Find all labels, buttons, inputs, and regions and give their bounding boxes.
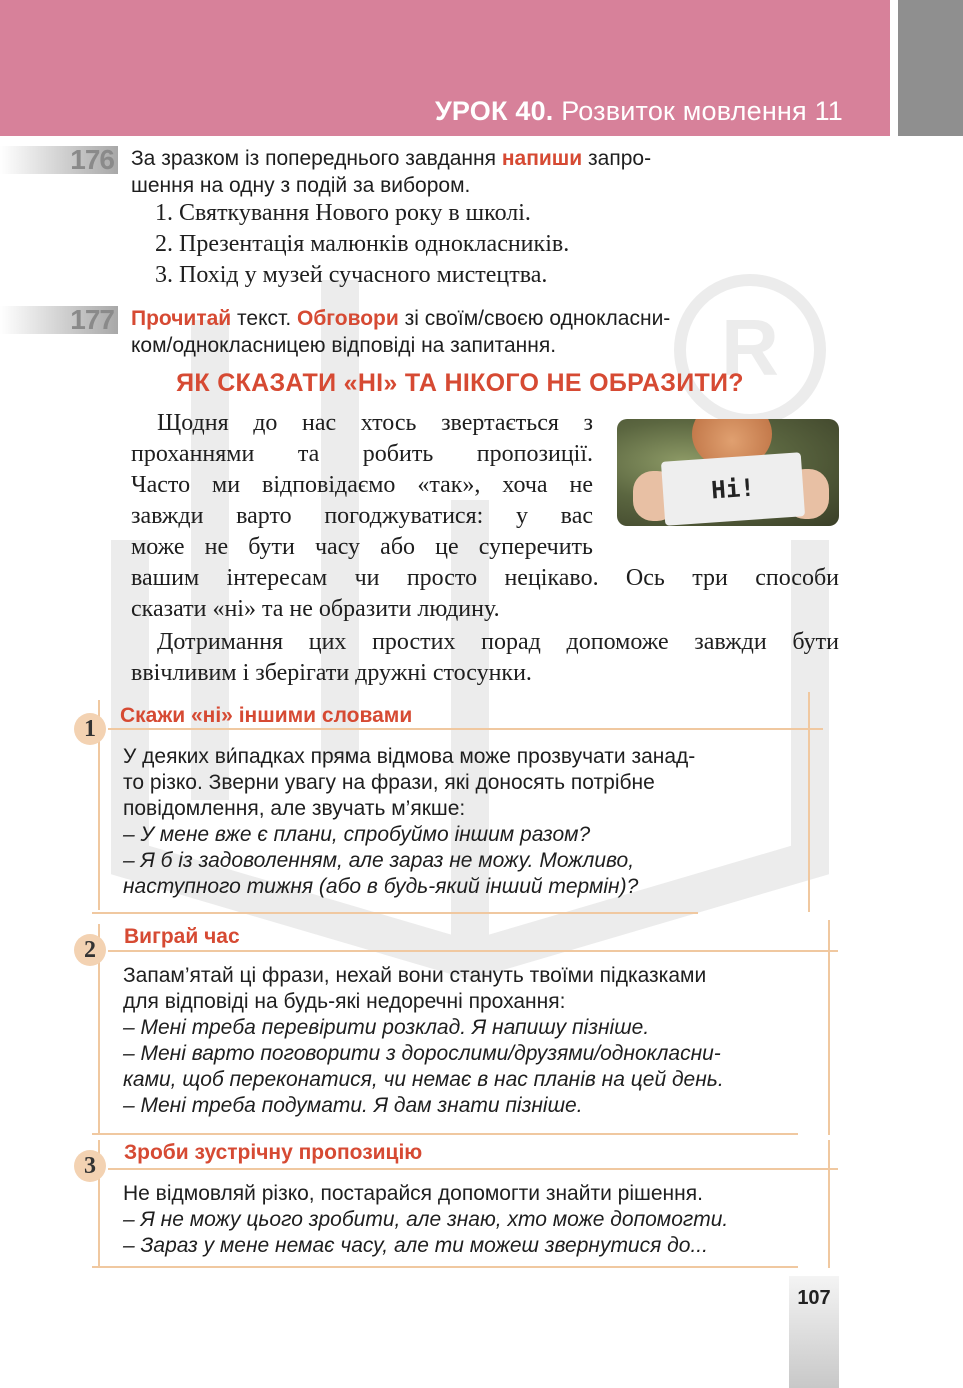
tip-frame-line <box>828 1140 830 1268</box>
event-list <box>155 198 569 291</box>
article-paragraph-1 <box>131 408 593 563</box>
list-item: 2. Презентація малюнків однокласників. <box>155 231 570 257</box>
tip-line: – Мені треба подумати. Я дам знати пізніше. <box>123 1094 583 1117</box>
tip-line: для відповіді на будь-які недоречні прохання: <box>123 990 566 1013</box>
tip-frame-line <box>108 728 823 730</box>
tip-number-badge: 2 <box>74 934 106 966</box>
tip-line: ками, щоб переконатися, чи немає в нас планів на цей день. <box>123 1068 724 1091</box>
verb-discuss: Обговори <box>296 307 399 330</box>
task-176-line1: За зразком із попереднього завдання напиши запро- <box>131 147 652 170</box>
tip-line: У деяких ви́падках пряма відмова може прозвучати занад- <box>123 745 696 768</box>
tip-title: Зроби зустрічну пропозицію <box>124 1141 423 1164</box>
text-line: Дотримання цих простих порад допоможе завжди бути <box>157 629 839 655</box>
header-side-tab <box>898 0 963 136</box>
tip-line: – Мені треба перевірити розклад. Я напишу пізніше. <box>123 1016 650 1039</box>
svg-text:R: R <box>721 303 779 392</box>
lesson-heading <box>435 96 843 127</box>
verb-write: напиши <box>501 147 583 170</box>
text-line: може не бути часу або це суперечить <box>131 534 593 560</box>
verb-read: Прочитай <box>131 307 232 330</box>
tip-frame-line <box>808 692 810 912</box>
tip-line: – Зараз у мене немає часу, але ти можеш звернутися до... <box>123 1234 708 1257</box>
list-item: 3. Похід у музей сучасного мистецтва. <box>155 262 548 288</box>
text-line: Часто ми відповідаємо «так», хоча не <box>131 472 593 498</box>
task-number-177: 177 <box>0 306 118 334</box>
page-number: 107 <box>797 1287 831 1309</box>
text-line: ввічливим і зберігати дружні стосунки. <box>131 660 532 686</box>
tip-line: наступного тижня (або в будь-який інший термін)? <box>123 875 639 898</box>
tip-line: повідомлення, але звучать м’якше: <box>123 797 466 820</box>
task-number-176: 176 <box>0 146 118 174</box>
tip-frame-line <box>92 1133 798 1135</box>
text-line: проханнями та робить пропозиції. <box>131 441 593 467</box>
text-line: вашим інтересам чи просто нецікаво. Ось три способи <box>131 565 839 591</box>
tip-frame-line <box>108 1168 838 1170</box>
tip-frame-line <box>828 920 830 1135</box>
article-title: ЯК СКАЗАТИ «НІ» ТА НІКОГО НЕ ОБРАЗИТИ? <box>176 369 744 397</box>
tip-line: – У мене вже є плани, спробуймо іншим разом? <box>123 823 591 846</box>
text-line: завжди варто погоджуватися: у вас <box>131 503 593 529</box>
task-177-instruction <box>131 305 791 359</box>
lesson-topic: Розвиток мовлення 11 <box>561 96 843 126</box>
text-line: сказати «ні» та не образити людину. <box>131 596 500 622</box>
tip-frame-line <box>92 912 698 914</box>
tip-line: – Я б із задоволенням, але зараз не можу. Можливо, <box>123 849 635 872</box>
tip-line: Запам’ятай ці фрази, нехай вони стануть твоїми підказками <box>123 964 707 987</box>
tip-line: Не відмовляй різко, постарайся допомогти знайти рішення. <box>123 1182 703 1205</box>
tip-number-badge: 1 <box>74 713 106 745</box>
tip-body <box>123 744 695 900</box>
task-177-line1: Прочитай текст. Обговори зі своїм/своєю однокласни- <box>131 307 671 330</box>
task-177-line2: ком/однокласницею відповіді на запитання. <box>131 334 557 357</box>
tip-body <box>123 1181 728 1259</box>
tip-number-badge: 3 <box>74 1150 106 1182</box>
tip-frame-line <box>92 1266 798 1268</box>
article-paragraph-2 <box>131 627 839 689</box>
article-paragraph-1-tail <box>131 563 839 625</box>
sign-paper: Ні! <box>661 452 805 526</box>
tip-line: – Мені варто поговорити з дорослими/друзями/однокласни- <box>123 1042 721 1065</box>
tip-frame-line <box>108 950 838 952</box>
lesson-label: УРОК 40. <box>434 96 554 126</box>
task-176-line2: шення на одну з подій за вибором. <box>131 174 471 197</box>
tip-title: Виграй час <box>124 925 240 948</box>
tip-title: Скажи «ні» іншими словами <box>120 704 413 727</box>
tip-line: то різко. Зверни увагу на фрази, які доносять потрібне <box>123 771 655 794</box>
tip-body <box>123 963 724 1119</box>
photo-girl-with-sign <box>617 419 839 526</box>
tip-line: – Я не можу цього зробити, але знаю, хто може допомогти. <box>123 1208 729 1231</box>
task-176-instruction <box>131 145 783 199</box>
text-line: Щодня до нас хтось звертається з <box>157 410 593 436</box>
list-item: 1. Святкування Нового року в школі. <box>155 200 531 226</box>
